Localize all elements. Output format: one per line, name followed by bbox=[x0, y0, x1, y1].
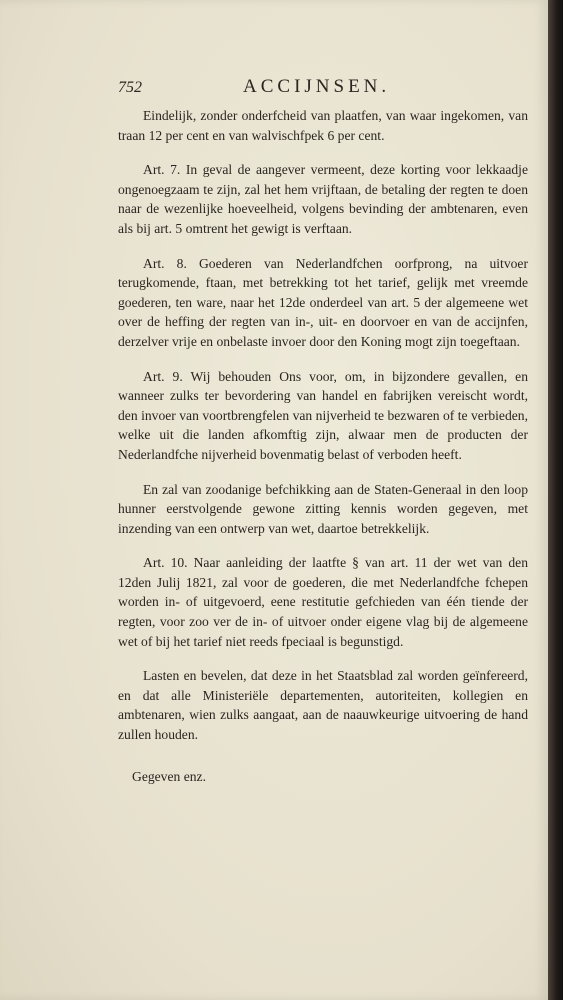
paragraph-closing: Gegeven enz. bbox=[132, 768, 206, 784]
paragraph-article-8: Art. 8. Goederen van Nederlandfchen oorfprong, na uitvoer terugkomende, ftaan, met betrekking tot het tarief, gelijk met vreemde goederen, ten ware, naar het 12de onderdeel van art. 5 der algemeene wet over de heffing der regten van in-, uit- en doorvoer en van de accijnfen, derzelver vrije en onbelaste invoer door den Koning mogt zijn toegeftaan. bbox=[118, 255, 528, 349]
running-title: ACCIJNSEN. bbox=[243, 76, 391, 97]
paragraph-states-general: En zal van zoodanige befchikking aan de Staten-Generaal in den loop hunner eerstvolgende gewone zitting kennis worden gegeven, met inzending van een ontwerp van wet, daartoe betrekkelijk. bbox=[118, 481, 528, 536]
body-text bbox=[118, 106, 528, 801]
page-header bbox=[118, 76, 528, 102]
paragraph-article-9: Art. 9. Wij behouden Ons voor, om, in bijzondere gevallen, en wanneer zulks ter bevordering van handel en fabrijken vereischt wordt, den invoer van voortbrengfelen van nijverheid te bezwaren of te verbieden, welke uit die landen afkomftig zijn, alwaar men de producten der Nederlandfche nijverheid bovenmatig belast of verboden heeft. bbox=[118, 368, 528, 462]
paragraph-article-10: Art. 10. Naar aanleiding der laatfte § van art. 11 der wet van den 12den Julij 1821, zal voor de goederen, die met Nederlandfche fchepen worden in- of uitgevoerd, eene restitutie gefchieden van één tiende der regten, voor zoo ver de in- of uitvoer onder eigene vlag bij de algemeene wet of bij het tarief niet reeds fpeciaal is begunstigd. bbox=[118, 555, 528, 649]
paragraph-mandate: Lasten en bevelen, dat deze in het Staatsblad zal worden geïnfereerd, en dat alle Ministeriële departementen, autoriteiten, kollegien en ambtenaren, wien zulks aangaat, aan de naauwkeurige uitvoering de hand zullen houden. bbox=[118, 668, 528, 743]
book-spine-edge bbox=[548, 0, 563, 1000]
paragraph-article-7: Art. 7. In geval de aangever vermeent, deze korting voor lekkaadje ongenoegzaam te zijn, zal het hem vrijftaan, de betaling der regten te doen naar de wezenlijke hoeveelheid, volgens bevinding der ambtenaren, even als bij art. 5 omtrent het gewigt is verftaan. bbox=[118, 162, 528, 236]
paragraph-continuation: Eindelijk, zonder onderfcheid van plaatfen, van waar ingekomen, van traan 12 per cent en van walvischfpek 6 per cent. bbox=[118, 108, 528, 143]
page-number: 752 bbox=[118, 79, 142, 96]
